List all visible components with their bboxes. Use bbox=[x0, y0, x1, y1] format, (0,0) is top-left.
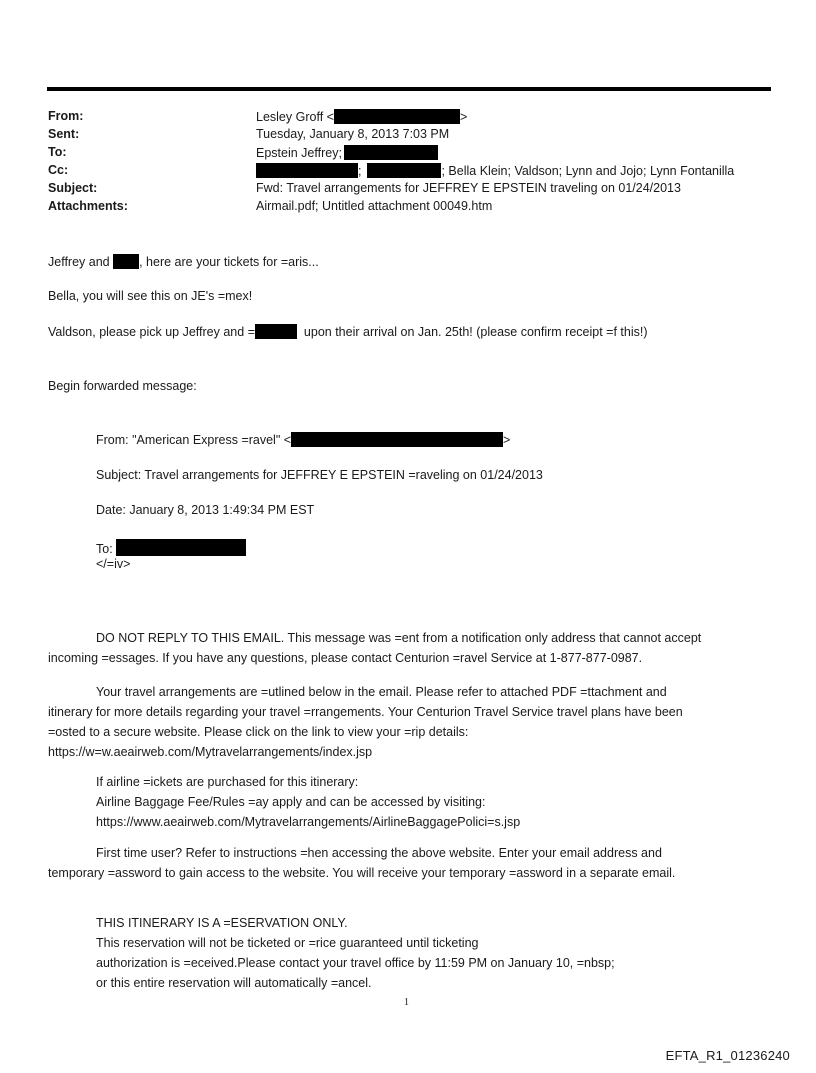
notice-paragraph-3: If airline =ickets are purchased for this itinerary: Airline Baggage Fee/Rules =ay apply and can be accessed by visiting: https://www.aeairweb.com/Mytravelarrangements/AirlineBaggagePolici=s.jsp bbox=[96, 775, 521, 829]
cc-recipients: ; Bella Klein; Valdson; Lynn and Jojo; Lynn Fontanilla bbox=[441, 164, 735, 178]
cc-label: Cc: bbox=[48, 163, 69, 177]
redaction-box bbox=[113, 254, 139, 269]
redaction-box bbox=[255, 324, 297, 339]
sent-value: Tuesday, January 8, 2013 7:03 PM bbox=[256, 127, 450, 141]
fwd-from: From: "American Express =ravel" < > bbox=[96, 433, 511, 447]
document-id: EFTA_R1_01236240 bbox=[665, 1048, 790, 1063]
from-close: > bbox=[459, 110, 468, 124]
from-label: From: bbox=[48, 109, 84, 123]
fwd-div-close: </=iv> bbox=[96, 557, 131, 571]
cc-sep: ; bbox=[358, 164, 362, 178]
redaction-box bbox=[291, 432, 503, 447]
fwd-to: To: bbox=[96, 539, 246, 556]
to-recipient: Epstein Jeffrey; bbox=[256, 146, 342, 160]
redaction-box bbox=[256, 163, 358, 178]
subject-label: Subject: bbox=[48, 181, 98, 195]
page-number: 1 bbox=[404, 997, 409, 1008]
attachments-label: Attachments: bbox=[48, 199, 128, 213]
notice-paragraph-2: Your travel arrangements are =utlined below in the email. Please refer to attached PDF =ttachment and itinerary for more details regarding your travel =rrangements. Your Centurion Travel Service travel plans have been =osted to a secure website. Please click on the link to view your =rip details: https://w=w.aeairweb.com/Mytravelarrangements/index.jsp bbox=[48, 685, 683, 759]
notice-paragraph-4: First time user? Refer to instructions =hen accessing the above website. Enter your email address and temporary =assword to gain access to the website. You will receive your temporary =assword in a separate email. bbox=[48, 846, 676, 880]
from-value bbox=[256, 109, 467, 124]
body-line-1: Jeffrey and , here are your tickets for =aris... bbox=[48, 255, 319, 269]
notice-paragraph-5: THIS ITINERARY IS A =ESERVATION ONLY. This reservation will not be ticketed or =rice guaranteed until ticketing authorization is =eceived.Please contact your travel office by 11:59 PM on January 10, =nbsp; or this entire reservation will automatically =ancel. bbox=[96, 916, 615, 990]
fwd-subject: Subject: Travel arrangements for JEFFREY E EPSTEIN =raveling on 01/24/2013 bbox=[96, 468, 543, 482]
body-line-2: Bella, you will see this on JE's =mex! bbox=[48, 289, 253, 303]
sent-label: Sent: bbox=[48, 127, 80, 141]
to-value bbox=[256, 145, 438, 160]
cc-value bbox=[256, 163, 734, 178]
redaction-box bbox=[344, 145, 438, 160]
redaction-box bbox=[367, 163, 441, 178]
redaction-box bbox=[334, 109, 460, 124]
begin-forwarded: Begin forwarded message: bbox=[48, 379, 197, 393]
fwd-date: Date: January 8, 2013 1:49:34 PM EST bbox=[96, 503, 315, 517]
body-line-3: Valdson, please pick up Jeffrey and = upon their arrival on Jan. 25th! (please confirm receipt =f this!) bbox=[48, 325, 648, 339]
attachments-value: Airmail.pdf; Untitled attachment 00049.htm bbox=[256, 199, 493, 213]
to-label: To: bbox=[48, 145, 67, 159]
redaction-box bbox=[116, 539, 246, 556]
header-rule bbox=[47, 87, 771, 91]
from-name: Lesley Groff < bbox=[256, 110, 334, 124]
notice-paragraph-1: DO NOT REPLY TO THIS EMAIL. This message was =ent from a notification only address that cannot accept incoming =essages. If you have any questions, please contact Centurion =ravel Service at 1-877-877-0987. bbox=[48, 631, 702, 665]
subject-value: Fwd: Travel arrangements for JEFFREY E EPSTEIN traveling on 01/24/2013 bbox=[256, 181, 681, 195]
